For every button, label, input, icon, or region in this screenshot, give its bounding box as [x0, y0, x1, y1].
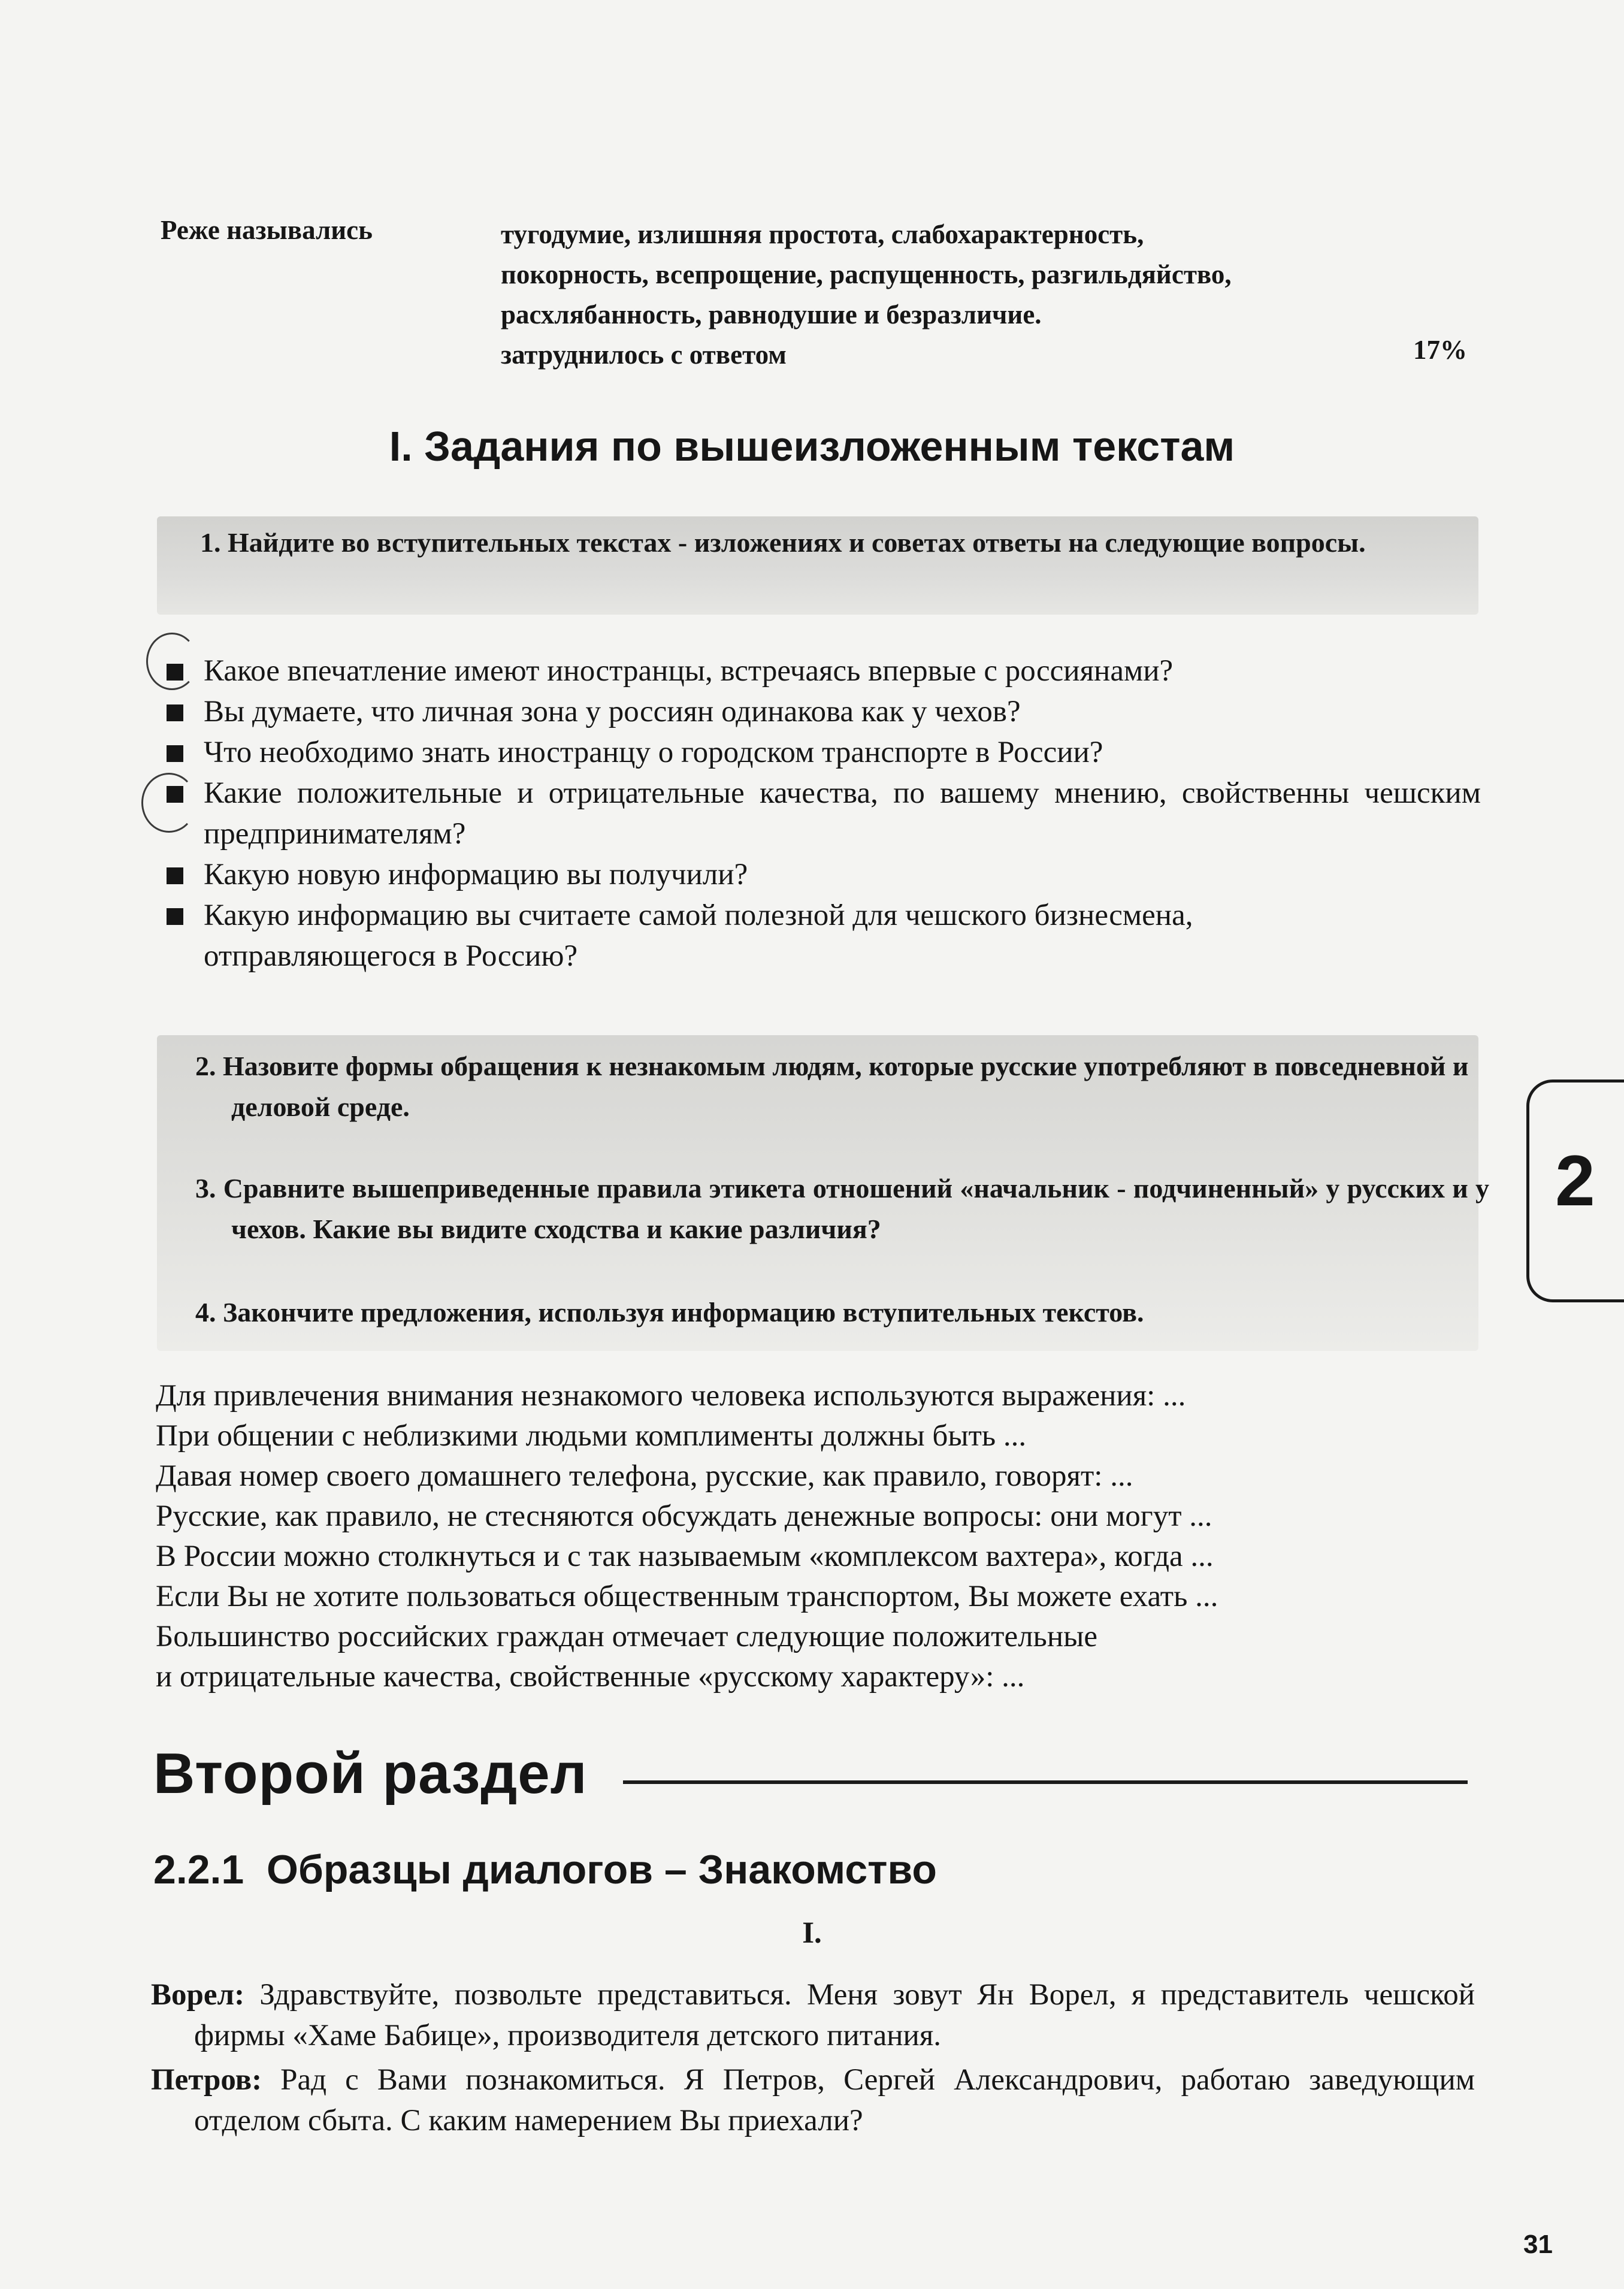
- task-2-text: 2. Назовите формы обращения к незнакомым людям, которые русские употребляют в повседневной и деловой среде.: [195, 1051, 1469, 1122]
- sentence: Если Вы не хотите пользоваться общественным транспортом, Вы можете ехать ...: [156, 1580, 1218, 1613]
- top-list: [501, 214, 1471, 375]
- list-item: [163, 732, 1481, 773]
- list-item: [163, 773, 1481, 854]
- speaker-name: Ворел:: [151, 1978, 245, 2012]
- top-line: затруднилось с ответом: [501, 340, 787, 370]
- bullet-icon: [167, 908, 183, 925]
- dialogue-text: Рад с Вами познакомиться. Я Петров, Сергей Александрович, работаю заведующим отделом сбыта. С каким намерением Вы приехали?: [194, 2063, 1475, 2137]
- bullet-icon: [167, 745, 183, 762]
- sentence: В России можно столкнуться и с так называемым «комплексом вахтера», когда ...: [156, 1540, 1214, 1573]
- part-title: Второй раздел: [153, 1741, 588, 1806]
- question-text: Какую новую информацию вы получили?: [204, 858, 748, 891]
- question-text: Вы думаете, что личная зона у россиян одинакова как у чехов?: [204, 695, 1021, 728]
- task-3-text: 3. Сравните вышеприведенные правила этикета отношений «начальник - подчиненный» у русских и у чехов. Какие вы видите сходства и какие различия?: [195, 1173, 1489, 1244]
- section-title: I. Задания по вышеизложенным текстам: [389, 423, 1235, 470]
- subsection-title: 2.2.1 Образцы диалогов – Знакомство: [153, 1847, 937, 1892]
- list-item: [163, 691, 1481, 732]
- question-text: Какие положительные и отрицательные качества, по вашему мнению, свойственны чешским предпринимателям?: [204, 776, 1481, 851]
- sentence: Большинство российских граждан отмечает следующие положительные: [156, 1620, 1098, 1653]
- sentence: Русские, как правило, не стесняются обсуждать денежные вопросы: они могут ...: [156, 1499, 1212, 1533]
- top-line: тугодумие, излишняя простота, слабохарактерность,: [501, 219, 1144, 249]
- task-1-text: 1. Найдите во вступительных текстах - изложениях и советах ответы на следующие вопросы.: [200, 527, 1366, 558]
- top-line: расхлябанность, равнодушие и безразличие.: [501, 300, 1042, 329]
- bullet-icon: [167, 867, 183, 884]
- sentence: При общении с неблизкими людьми комплименты должны быть ...: [156, 1419, 1027, 1453]
- top-line: покорность, всепрощение, распущенность, разгильдяйство,: [501, 259, 1232, 289]
- sentence: Давая номер своего домашнего телефона, русские, как правило, говорят: ...: [156, 1459, 1133, 1493]
- sentence: Для привлечения внимания незнакомого человека используются выражения: ...: [156, 1379, 1186, 1413]
- list-item: [163, 651, 1481, 691]
- speaker-name: Петров:: [151, 2063, 262, 2097]
- dialogue-number: I.: [802, 1916, 822, 1950]
- list-item: [163, 895, 1402, 976]
- list-item: [163, 854, 1481, 895]
- question-list: [163, 651, 1481, 976]
- sentence-list: [156, 1376, 1474, 1697]
- top-percent: 17%: [1413, 335, 1467, 365]
- title-rule: [623, 1780, 1468, 1784]
- dialogue-line: [151, 1974, 1475, 2056]
- page-number: 31: [1523, 2230, 1553, 2259]
- pen-mark-icon: [141, 773, 196, 833]
- dialogue-text: Здравствуйте, позвольте представиться. Меня зовут Ян Ворел, я представитель чешской фирмы «Хаме Бабице», производителя детского питания.: [194, 1978, 1475, 2052]
- chapter-tab-number: 2: [1555, 1141, 1595, 1221]
- question-text: Какое впечатление имеют иностранцы, встречаясь впервые с россиянами?: [204, 654, 1174, 688]
- bullet-icon: [167, 704, 183, 721]
- question-text: Что необходимо знать иностранцу о городском транспорте в России?: [204, 736, 1103, 769]
- question-text: Какую информацию вы считаете самой полезной для чешского бизнесмена, отправляющегося в Россию?: [204, 899, 1193, 973]
- dialogue: [151, 1974, 1475, 2145]
- dialogue-line: [151, 2060, 1475, 2141]
- top-label: Реже назывались: [161, 215, 373, 245]
- sentence: и отрицательные качества, свойственные «русскому характеру»: ...: [156, 1660, 1025, 1694]
- pen-mark-icon: [146, 633, 198, 690]
- task-4-text: 4. Закончите предложения, используя информацию вступительных текстов.: [195, 1297, 1144, 1328]
